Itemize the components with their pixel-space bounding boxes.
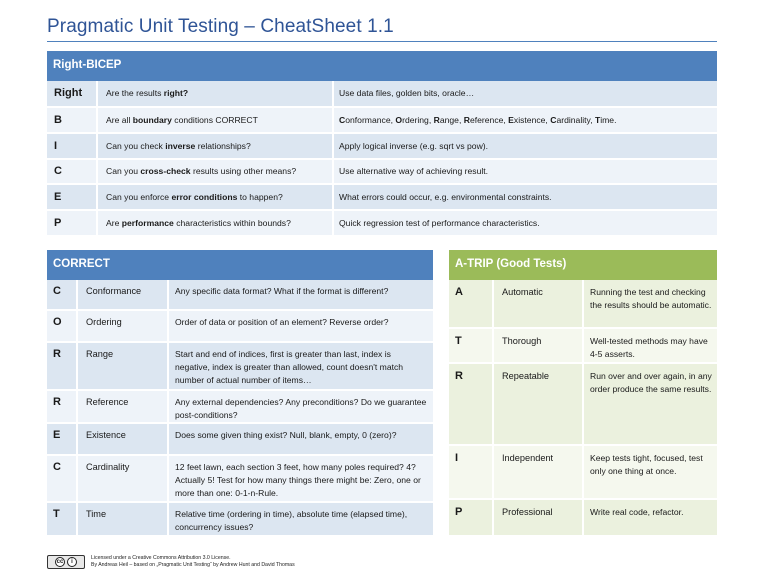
atrip-key: R bbox=[449, 364, 494, 446]
bicep-answer: Apply logical inverse (e.g. sqrt vs pow). bbox=[334, 134, 717, 160]
correct-desc: 12 feet lawn, each section 3 feet, how many poles required? 4? Actually 5! Test for how many things there might be: Zero, one or more than one: 0-1-n-Rule. bbox=[169, 456, 433, 503]
bicep-row bbox=[47, 81, 717, 108]
bicep-question: Are the results right? bbox=[98, 81, 334, 108]
atrip-term: Repeatable bbox=[494, 364, 584, 446]
correct-term: Ordering bbox=[78, 311, 169, 343]
license-footer bbox=[47, 555, 295, 571]
atrip-row bbox=[449, 446, 717, 500]
bicep-answer: Quick regression test of performance characteristics. bbox=[334, 211, 717, 237]
correct-desc: Any external dependencies? Any preconditions? Do we guarantee post-conditions? bbox=[169, 391, 433, 424]
atrip-header: A-TRIP (Good Tests) bbox=[449, 250, 717, 280]
atrip-term: Thorough bbox=[494, 329, 584, 364]
correct-key: E bbox=[47, 424, 78, 456]
bicep-question: Are all boundary conditions CORRECT bbox=[98, 108, 334, 134]
correct-key: T bbox=[47, 503, 78, 537]
atrip-desc: Running the test and checking the results should be automatic. bbox=[584, 280, 717, 329]
correct-row bbox=[47, 456, 433, 503]
correct-term: Reference bbox=[78, 391, 169, 424]
atrip-row bbox=[449, 329, 717, 364]
bicep-answer: Use data files, golden bits, oracle… bbox=[334, 81, 717, 108]
correct-row bbox=[47, 503, 433, 537]
bicep-key: Right bbox=[47, 81, 98, 108]
correct-key: R bbox=[47, 391, 78, 424]
bicep-row bbox=[47, 108, 717, 134]
correct-desc: Does some given thing exist? Null, blank, empty, 0 (zero)? bbox=[169, 424, 433, 456]
atrip-key: I bbox=[449, 446, 494, 500]
atrip-row bbox=[449, 280, 717, 329]
license-text bbox=[91, 555, 295, 569]
correct-term: Cardinality bbox=[78, 456, 169, 503]
correct-key: O bbox=[47, 311, 78, 343]
atrip-row bbox=[449, 364, 717, 446]
correct-desc: Relative time (ordering in time), absolute time (elapsed time), concurrency issues? bbox=[169, 503, 433, 537]
correct-table bbox=[47, 280, 433, 537]
atrip-key: P bbox=[449, 500, 494, 537]
atrip-row bbox=[449, 500, 717, 537]
correct-term: Existence bbox=[78, 424, 169, 456]
bicep-question: Can you enforce error conditions to happen? bbox=[98, 185, 334, 211]
atrip-term: Automatic bbox=[494, 280, 584, 329]
atrip-desc: Run over and over again, in any order produce the same results. bbox=[584, 364, 717, 446]
atrip-desc: Keep tests tight, focused, test only one thing at once. bbox=[584, 446, 717, 500]
bicep-row bbox=[47, 134, 717, 160]
correct-desc: Start and end of indices, first is greater than last, index is negative, index is greater than allowed, count doesn't match number of actual number of items… bbox=[169, 343, 433, 391]
title-divider bbox=[47, 41, 717, 42]
correct-term: Conformance bbox=[78, 280, 169, 311]
bicep-key: P bbox=[47, 211, 98, 237]
bicep-answer: Use alternative way of achieving result. bbox=[334, 160, 717, 185]
bicep-key: I bbox=[47, 134, 98, 160]
bicep-question: Can you cross-check results using other means? bbox=[98, 160, 334, 185]
correct-key: C bbox=[47, 456, 78, 503]
atrip-key: A bbox=[449, 280, 494, 329]
correct-row bbox=[47, 280, 433, 311]
bicep-question: Can you check inverse relationships? bbox=[98, 134, 334, 160]
bicep-row bbox=[47, 160, 717, 185]
correct-term: Range bbox=[78, 343, 169, 391]
license-line: Licensed under a Creative Commons Attribution 3.0 License. bbox=[91, 555, 231, 561]
cc-icon: cc bbox=[56, 559, 64, 565]
attribution-icon: i bbox=[67, 557, 77, 567]
atrip-table bbox=[449, 280, 717, 537]
creative-commons-icon bbox=[47, 555, 85, 569]
correct-row bbox=[47, 311, 433, 343]
correct-row bbox=[47, 424, 433, 456]
atrip-desc: Well-tested methods may have 4-5 asserts. bbox=[584, 329, 717, 364]
bicep-question: Are performance characteristics within bounds? bbox=[98, 211, 334, 237]
bicep-row bbox=[47, 185, 717, 211]
bicep-key: E bbox=[47, 185, 98, 211]
atrip-desc: Write real code, refactor. bbox=[584, 500, 717, 537]
bicep-answer: Conformance, Ordering, Range, Reference, Existence, Cardinality, Time. bbox=[334, 108, 717, 134]
bicep-table bbox=[47, 81, 717, 237]
bicep-row bbox=[47, 211, 717, 237]
atrip-term: Professional bbox=[494, 500, 584, 537]
attribution-line: By Andreas Heil – based on „Pragmatic Unit Testing“ by Andrew Hunt and David Thomas bbox=[91, 562, 295, 568]
correct-row bbox=[47, 343, 433, 391]
correct-row bbox=[47, 391, 433, 424]
bicep-key: B bbox=[47, 108, 98, 134]
correct-key: C bbox=[47, 280, 78, 311]
page-title: Pragmatic Unit Testing – CheatSheet 1.1 bbox=[47, 16, 394, 37]
correct-key: R bbox=[47, 343, 78, 391]
atrip-term: Independent bbox=[494, 446, 584, 500]
correct-header: CORRECT bbox=[47, 250, 433, 280]
bicep-header: Right-BICEP bbox=[47, 51, 717, 81]
correct-desc: Order of data or position of an element? Reverse order? bbox=[169, 311, 433, 343]
atrip-key: T bbox=[449, 329, 494, 364]
bicep-key: C bbox=[47, 160, 98, 185]
correct-term: Time bbox=[78, 503, 169, 537]
bicep-answer: What errors could occur, e.g. environmental constraints. bbox=[334, 185, 717, 211]
correct-desc: Any specific data format? What if the format is different? bbox=[169, 280, 433, 311]
